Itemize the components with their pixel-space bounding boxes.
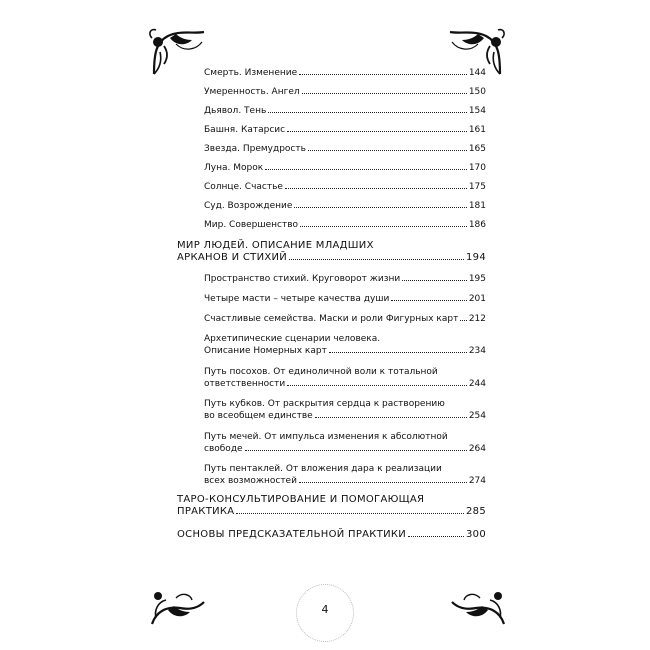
toc-section[interactable] bbox=[177, 529, 486, 541]
toc-entry-title: Мир. Совершенство bbox=[204, 220, 299, 230]
toc-entry[interactable] bbox=[204, 219, 486, 231]
leader-dots bbox=[285, 187, 467, 189]
toc-section-page: 300 bbox=[466, 529, 486, 540]
leader-dots bbox=[300, 225, 467, 227]
ornament-bottom-left-icon bbox=[146, 588, 208, 628]
toc-section-page: 285 bbox=[466, 506, 486, 517]
toc-section-title: ОСНОВЫ ПРЕДСКАЗАТЕЛЬНОЙ ПРАКТИКИ bbox=[177, 529, 407, 540]
leader-dots bbox=[460, 319, 466, 321]
toc-entry-page: 274 bbox=[468, 476, 486, 486]
toc-section-title: МИР ЛЮДЕЙ. ОПИСАНИЕ МЛАДШИХ bbox=[177, 240, 374, 251]
toc-entry-page: 186 bbox=[468, 220, 486, 230]
toc-entry-page: 165 bbox=[468, 144, 486, 154]
toc-entry[interactable] bbox=[204, 143, 486, 155]
toc-entry-title: Архетипические сценарии человека. bbox=[204, 334, 381, 344]
toc-entry[interactable] bbox=[204, 273, 486, 285]
toc-entry-page: 170 bbox=[468, 163, 486, 173]
leader-dots bbox=[315, 416, 467, 418]
toc-entry[interactable] bbox=[204, 105, 486, 117]
toc-entry-title: Солнце. Счастье bbox=[204, 182, 283, 192]
toc-entry[interactable] bbox=[204, 181, 486, 193]
toc-section[interactable] bbox=[177, 494, 486, 518]
toc-entry-title-cont: ответственности bbox=[204, 379, 286, 389]
leader-dots bbox=[408, 535, 464, 537]
toc-entry-title-cont: Описание Номерных карт bbox=[204, 346, 327, 356]
toc-entry-page: 175 bbox=[468, 182, 486, 192]
toc-entry-page: 201 bbox=[468, 294, 486, 304]
leader-dots bbox=[308, 149, 467, 151]
toc-entry[interactable] bbox=[204, 366, 486, 390]
toc-entry-title: Умеренность. Ангел bbox=[204, 87, 300, 97]
toc-entry-page: 195 bbox=[468, 274, 486, 284]
toc-entry-title: Путь кубков. От раскрытия сердца к растворению bbox=[204, 399, 445, 409]
leader-dots bbox=[287, 130, 467, 132]
toc-entry-title: Путь посохов. От единоличной воли к тотальной bbox=[204, 367, 438, 377]
toc-entry[interactable] bbox=[204, 463, 486, 487]
leader-dots bbox=[245, 449, 467, 451]
toc-entry-title-cont: во всеобщем единстве bbox=[204, 411, 313, 421]
toc-section-title: ТАРО-КОНСУЛЬТИРОВАНИЕ И ПОМОГАЮЩАЯ bbox=[177, 494, 425, 505]
toc-section[interactable] bbox=[177, 240, 486, 264]
toc-entry-page: 254 bbox=[468, 411, 486, 421]
toc-entry-title: Путь мечей. От импульса изменения к абсолютной bbox=[204, 432, 448, 442]
toc-entry-title: Дьявол. Тень bbox=[204, 106, 267, 116]
ornament-top-left-icon bbox=[146, 24, 208, 80]
toc-section-title-cont: АРКАНОВ И СТИХИЙ bbox=[177, 252, 288, 263]
toc-entry-title-cont: всех возможностей bbox=[204, 476, 297, 486]
toc-entry-title-cont: свободе bbox=[204, 444, 243, 454]
toc-entry-title: Смерть. Изменение bbox=[204, 68, 298, 78]
toc-entry-title: Луна. Морок bbox=[204, 163, 264, 173]
leader-dots bbox=[391, 299, 466, 301]
toc-entry-title: Звезда. Премудрость bbox=[204, 144, 306, 154]
leader-dots bbox=[268, 111, 467, 113]
leader-dots bbox=[236, 512, 464, 514]
toc-entry-page: 212 bbox=[468, 314, 486, 324]
leader-dots bbox=[289, 258, 464, 260]
leader-dots bbox=[329, 351, 467, 353]
toc-entry-title: Счастливые семейства. Маски и роли Фигурных карт bbox=[204, 314, 459, 324]
toc-entry-title: Суд. Возрождение bbox=[204, 201, 293, 211]
leader-dots bbox=[402, 279, 467, 281]
toc-entry-title: Пространство стихий. Круговорот жизни bbox=[204, 274, 401, 284]
page-number: 4 bbox=[321, 603, 329, 616]
toc-entry-page: 181 bbox=[468, 201, 486, 211]
leader-dots bbox=[265, 168, 467, 170]
toc-entry[interactable] bbox=[204, 293, 486, 305]
toc-entry-page: 234 bbox=[468, 346, 486, 356]
leader-dots bbox=[302, 92, 467, 94]
leader-dots bbox=[287, 384, 467, 386]
toc-entry-page: 161 bbox=[468, 125, 486, 135]
toc-entry[interactable] bbox=[204, 162, 486, 174]
toc-entry[interactable] bbox=[204, 333, 486, 357]
toc-entry[interactable] bbox=[204, 398, 486, 422]
toc-entry-title: Четыре масти – четыре качества души bbox=[204, 294, 390, 304]
toc-entry-page: 144 bbox=[468, 68, 486, 78]
toc-entry-page: 154 bbox=[468, 106, 486, 116]
toc-entry-page: 150 bbox=[468, 87, 486, 97]
toc-section-title-cont: ПРАКТИКА bbox=[177, 506, 235, 517]
ornament-bottom-right-icon bbox=[448, 588, 510, 628]
toc-entry-title: Путь пентаклей. От вложения дара к реализации bbox=[204, 464, 442, 474]
leader-dots bbox=[299, 481, 467, 483]
toc-entry[interactable] bbox=[204, 86, 486, 98]
toc-entry[interactable] bbox=[204, 313, 486, 325]
leader-dots bbox=[294, 206, 466, 208]
toc-entry[interactable] bbox=[204, 431, 486, 455]
toc-entry-page: 244 bbox=[468, 379, 486, 389]
toc-entry[interactable] bbox=[204, 124, 486, 136]
leader-dots bbox=[299, 73, 467, 75]
toc-entry-title: Башня. Катарсис bbox=[204, 125, 286, 135]
toc-entry-page: 264 bbox=[468, 444, 486, 454]
toc-section-page: 194 bbox=[466, 252, 486, 263]
toc-entry[interactable] bbox=[204, 67, 486, 79]
toc-entry[interactable] bbox=[204, 200, 486, 212]
